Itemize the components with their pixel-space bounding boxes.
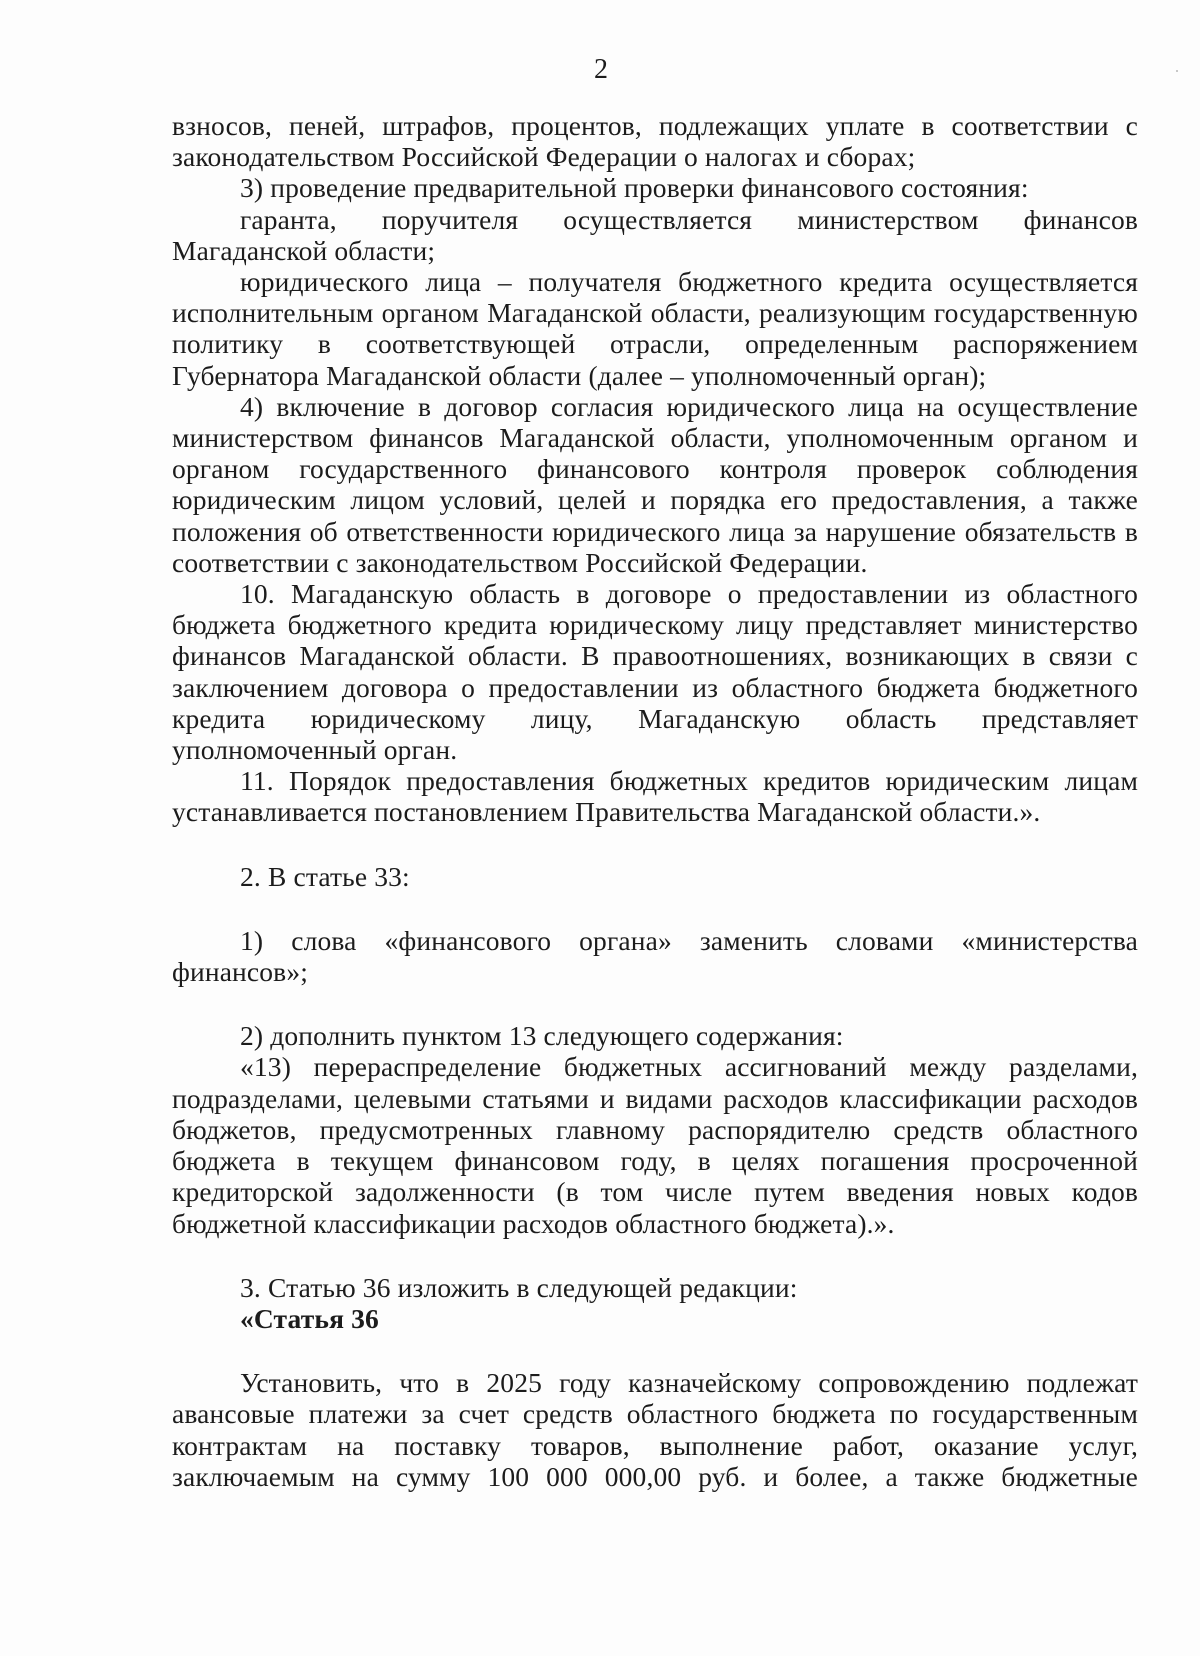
paragraph-continuation: взносов, пеней, штрафов, процентов, подлежащих уплате в соответствии с законодательством Российской Федерации о налогах и сборах; [172,110,1138,173]
paragraph-item-4: 4) включение в договор согласия юридического лица на осуществление министерством финансов Магаданской области, уполномоченным органом и органом государственного финансового контроля проверок соблюдения юридическим лицом условий, целей и порядка его предоставления, а также положения об ответственности юридического лица за нарушение обязательств в соответствии с законодательством Российской Федерации. [172,390,1138,578]
paragraph-legal-entity: юридического лица – получателя бюджетного кредита осуществляется исполнительным органом Магаданской области, реализующим государственную политику в соответствующей отрасли, определенным распоряжением Губернатора Магаданской области (далее – уполномоченный орган); [172,266,1138,391]
page-number: 2 [594,54,608,85]
article-36-heading: «Статья 36 [240,1302,379,1334]
paragraph-article-33-item-2: 2) дополнить пунктом 13 следующего содержания: [240,1020,844,1052]
paragraph-item-13: «13) перераспределение бюджетных ассигнований между разделами, подразделами, целевыми статьями и видами расходов классификации расходов бюджетов, предусмотренных главному распорядителю средств областного бюджета в текущем финансовом году, в целях погашения просроченной кредиторской задолженности (в том числе путем введения новых кодов бюджетной классификации расходов областного бюджета).». [172,1051,1138,1239]
paragraph-guarantor: гаранта, поручителя осуществляется министерством финансов Магаданской области; [172,203,1138,266]
paragraph-clause-10: 10. Магаданскую область в договоре о предоставлении из областного бюджета бюджетного кредита юридическому лицу представляет министерство финансов Магаданской области. В правоотношениях, возникающих в связи с заключением договора о предоставлении из областного бюджета бюджетного кредита юридическому лицу, Магаданскую область представляет уполномоченный орган. [172,578,1138,766]
paragraph-article-36-text: Установить, что в 2025 году казначейскому сопровождению подлежат авансовые платежи за счет средств областного бюджета по государственным контрактам на поставку товаров, выполнение работ, оказание услуг, заключаемым на сумму 100 000 000,00 руб. и более, а также бюджетные [172,1367,1138,1492]
paragraph-item-3: 3) проведение предварительной проверки финансового состояния: [240,172,1029,204]
paragraph-article-36: 3. Статью 36 изложить в следующей редакции: [240,1271,798,1303]
paragraph-clause-11: 11. Порядок предоставления бюджетных кредитов юридическим лицам устанавливается постановлением Правительства Магаданской области.». [172,765,1138,828]
document-body [172,110,1138,1492]
paragraph-article-33: 2. В статье 33: [240,860,410,892]
paragraph-article-33-item-1: 1) слова «финансового органа» заменить словами «министерства финансов»; [172,924,1138,988]
